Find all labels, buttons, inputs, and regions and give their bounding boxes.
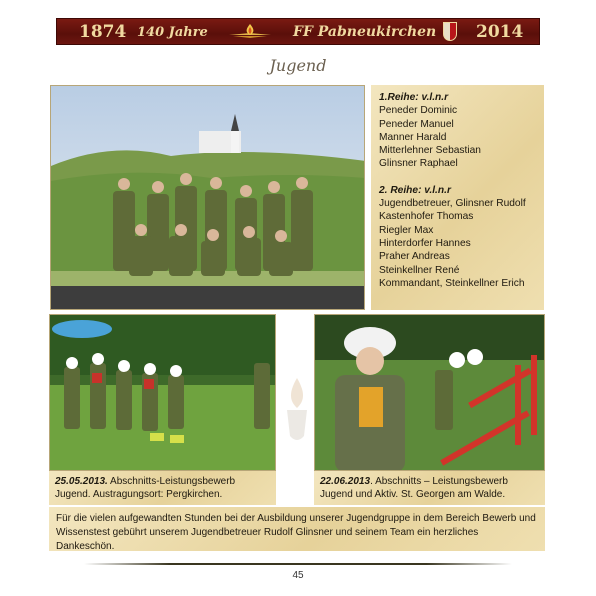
- row2-name: Kastenhofer Thomas: [379, 211, 474, 223]
- row2-name: Jugendbetreuer, Glinsner Rudolf: [379, 198, 526, 210]
- banner-year-start: 1874: [79, 22, 127, 42]
- row2-name: Kommandant, Steinkellner Erich: [379, 277, 525, 289]
- caption-left-text: Abschnitts-Leistungsbewerb Jugend. Austragungsort: Pergkirchen.: [55, 476, 236, 500]
- row2-name: Steinkellner René: [379, 264, 460, 276]
- group-photo: [50, 85, 365, 310]
- caption-left-date: 25.05.2013.: [55, 476, 108, 487]
- fire-brigade-emblem-icon: [282, 376, 312, 446]
- caption-right-text: . Abschnitts – Leistungsbewerb Jugend und Aktiv. St. Georgen am Walde.: [320, 476, 508, 500]
- row1-name: Manner Harald: [379, 131, 447, 143]
- page-number: 45: [292, 570, 304, 581]
- banner-org: FF Pabneukirchen: [293, 24, 437, 40]
- thanks-paragraph: Für die vielen aufgewandten Stunden bei der Ausbildung unserer Jugendgruppe in dem Bereich Bewerb und Wissenstest gebührt unserem Jugendbetreuer Rudolf Glinsner und seinem Team ein herzliches Dankeschön.: [49, 507, 545, 551]
- row1-heading: 1.Reihe: v.l.n.r: [379, 92, 449, 103]
- competition-photo-right: [314, 314, 545, 471]
- header-banner: [56, 18, 540, 45]
- row2-name: Praher Andreas: [379, 251, 450, 263]
- banner-year-end: 2014: [476, 22, 524, 42]
- row2-name: Hinterdorfer Hannes: [379, 237, 471, 249]
- footer-divider: [84, 563, 512, 565]
- page-title: Jugend: [269, 56, 327, 75]
- coat-of-arms-icon: [443, 22, 457, 41]
- caption-right: [314, 471, 545, 505]
- banner-jahre: 140 Jahre: [137, 25, 208, 40]
- row2-heading: 2. Reihe: v.l.n.r: [379, 184, 451, 196]
- group-names-panel: [371, 85, 544, 310]
- flame-emblem-icon: [229, 23, 271, 41]
- caption-left: [49, 471, 276, 505]
- competition-photo-left: [49, 314, 276, 471]
- row1-name: Glinsner Raphael: [379, 158, 458, 170]
- caption-right-date: 22.06.2013: [320, 476, 371, 487]
- row1-name: Mitterlehner Sebastian: [379, 145, 481, 157]
- row1-name: Peneder Dominic: [379, 105, 458, 117]
- row1-name: Peneder Manuel: [379, 118, 454, 130]
- row2-name: Riegler Max: [379, 224, 434, 236]
